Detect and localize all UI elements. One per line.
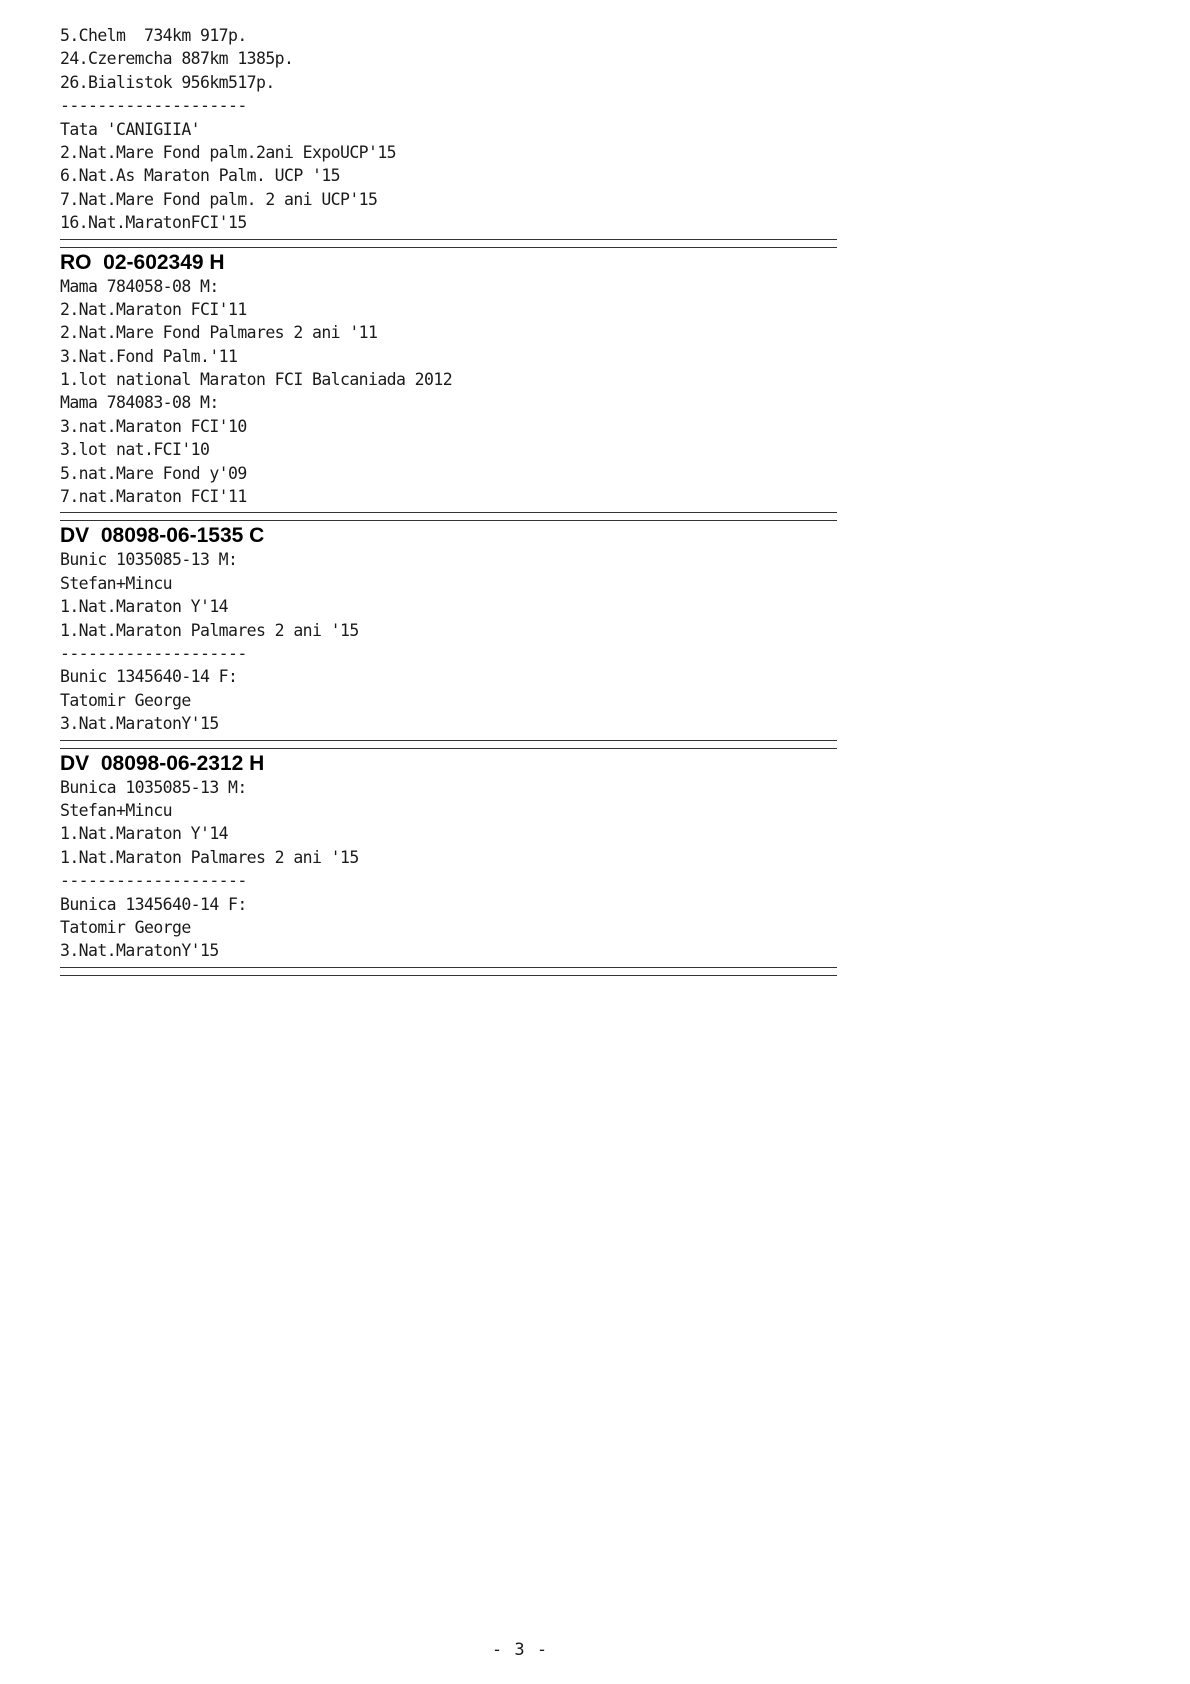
text-line: Stefan+Mincu <box>60 573 173 593</box>
text-line: 3.Nat.Fond Palm.'11 <box>60 346 238 366</box>
section-separator <box>60 512 837 521</box>
text-line: Bunica 1345640-14 F: <box>60 894 247 914</box>
text-line: 1.lot national Maraton FCI Balcaniada 2012 <box>60 370 453 390</box>
text-line: 1.Nat.Maraton Palmares 2 ani '15 <box>60 620 359 640</box>
text-line: 6.Nat.As Maraton Palm. UCP '15 <box>60 166 341 186</box>
page-number: - 3 - <box>491 1640 549 1660</box>
dash-divider: -------------------- <box>60 643 247 663</box>
text-line: 3.Nat.MaratonY'15 <box>60 714 219 734</box>
text-line: 2.Nat.Mare Fond palm.2ani ExpoUCP'15 <box>60 142 397 162</box>
text-line: 24.Czeremcha 887km 1385p. <box>60 49 294 69</box>
ring-heading: DV 08098-06-1535 C <box>60 524 265 548</box>
text-line: 2.Nat.Mare Fond Palmares 2 ani '11 <box>60 323 378 343</box>
text-line: Stefan+Mincu <box>60 800 173 820</box>
text-line: Bunica 1035085-13 M: <box>60 777 247 797</box>
text-line: 26.Bialistok 956km517p. <box>60 72 275 92</box>
section-separator <box>60 967 837 976</box>
text-line: Mama 784083-08 M: <box>60 393 219 413</box>
text-line: Tatomir George <box>60 690 191 710</box>
text-line: Bunic 1035085-13 M: <box>60 550 238 570</box>
document-page <box>60 24 840 979</box>
text-line: 2.Nat.Maraton FCI'11 <box>60 299 247 319</box>
text-line: Tatomir George <box>60 917 191 937</box>
dash-divider: -------------------- <box>60 871 247 891</box>
text-line: 16.Nat.MaratonFCI'15 <box>60 213 247 233</box>
text-line: Bunic 1345640-14 F: <box>60 667 238 687</box>
ring-heading: DV 08098-06-2312 H <box>60 751 265 775</box>
text-line: Mama 784058-08 M: <box>60 276 219 296</box>
section-separator <box>60 239 837 248</box>
text-line: 5.nat.Mare Fond y'09 <box>60 463 247 483</box>
text-line: 7.Nat.Mare Fond palm. 2 ani UCP'15 <box>60 189 378 209</box>
text-line: 7.nat.Maraton FCI'11 <box>60 487 247 507</box>
text-line: 3.lot nat.FCI'10 <box>60 440 210 460</box>
text-line: 1.Nat.Maraton Y'14 <box>60 597 229 617</box>
text-line: Tata 'CANIGIIA' <box>60 119 201 139</box>
text-line: 3.Nat.MaratonY'15 <box>60 941 219 961</box>
section-separator <box>60 740 837 749</box>
text-line: 1.Nat.Maraton Palmares 2 ani '15 <box>60 847 359 867</box>
text-line: 3.nat.Maraton FCI'10 <box>60 416 247 436</box>
text-line: 5.Chelm 734km 917p. <box>60 26 247 45</box>
ring-heading: RO 02-602349 H <box>60 250 225 274</box>
dash-divider: -------------------- <box>60 96 247 116</box>
text-line: 1.Nat.Maraton Y'14 <box>60 824 229 844</box>
